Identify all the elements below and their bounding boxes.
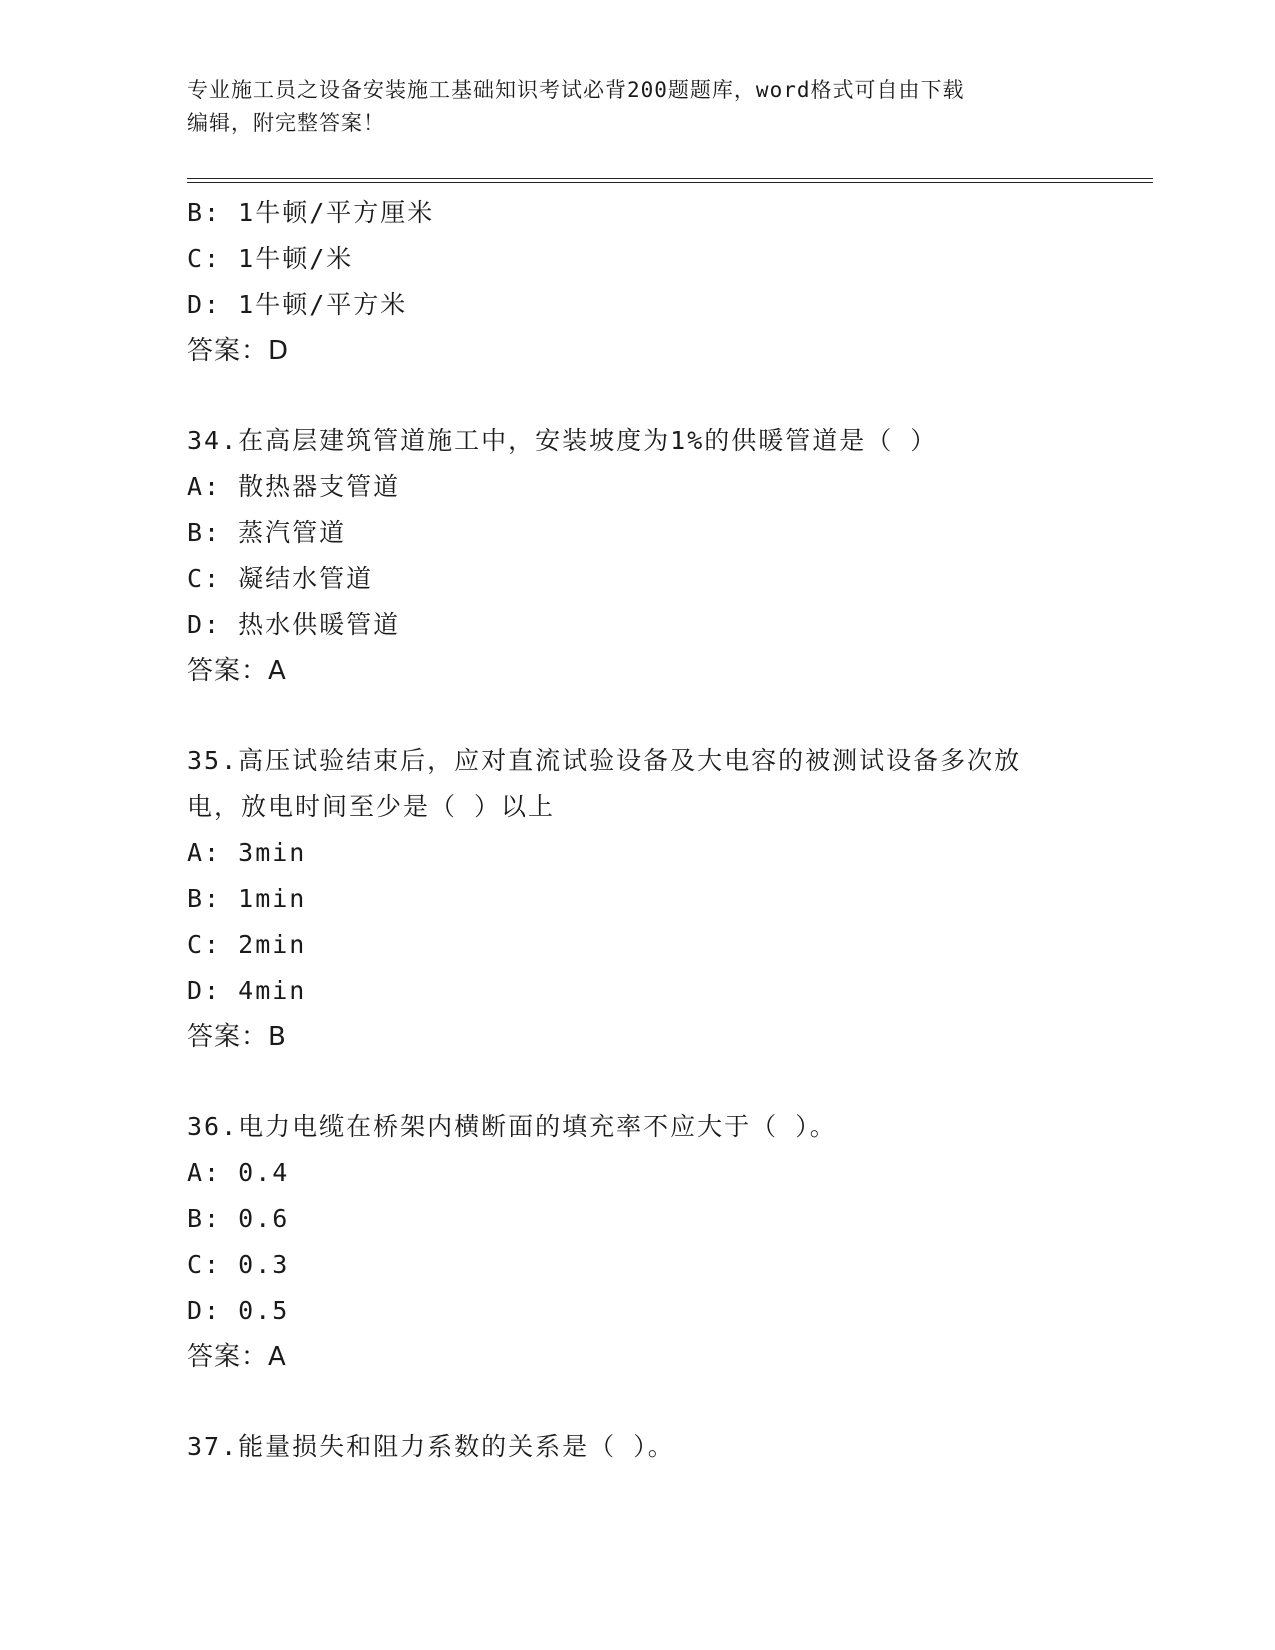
option-d: D: 4min [187, 976, 307, 1005]
question-34 [187, 418, 1147, 694]
question-36 [187, 1104, 1147, 1380]
header-divider-top [187, 178, 1153, 179]
option-c: C: 凝结水管道 [187, 564, 374, 593]
question-35 [187, 738, 1147, 1060]
header-title-line-1: 专业施工员之设备安装施工基础知识考试必背200题题库，word格式可自由下载 [187, 78, 965, 102]
question-33-continued [187, 190, 1147, 374]
option-d: D: 0.5 [187, 1296, 290, 1325]
header-divider-bottom [187, 182, 1153, 183]
option-b: B: 蒸汽管道 [187, 518, 347, 547]
question-list [187, 190, 1147, 1470]
option-a: A: 散热器支管道 [187, 472, 401, 501]
option-c: C: 0.3 [187, 1250, 290, 1279]
option-d: D: 1牛顿/平方米 [187, 290, 408, 319]
question-text: 36.电力电缆在桥架内横断面的填充率不应大于（ ）。 [187, 1112, 837, 1141]
question-text-line-2: 电，放电时间至少是（ ）以上 [187, 792, 556, 821]
question-text-line-1: 35.高压试验结束后，应对直流试验设备及大电容的被测试设备多次放 [187, 746, 1022, 775]
answer-label: 答案：A [187, 1342, 287, 1372]
option-c: C: 1牛顿/米 [187, 244, 354, 273]
answer-label: 答案：D [187, 336, 290, 366]
option-b: B: 0.6 [187, 1204, 290, 1233]
document-header [187, 74, 1087, 140]
header-title-line-2: 编辑，附完整答案！ [187, 111, 385, 135]
option-b: B: 1牛顿/平方厘米 [187, 198, 435, 227]
answer-label: 答案：A [187, 656, 287, 686]
option-a: A: 0.4 [187, 1158, 290, 1187]
option-b: B: 1min [187, 884, 307, 913]
answer-label: 答案：B [187, 1022, 287, 1052]
question-37 [187, 1424, 1147, 1470]
question-text: 37.能量损失和阻力系数的关系是（ ）。 [187, 1432, 675, 1461]
option-d: D: 热水供暖管道 [187, 610, 401, 639]
option-a: A: 3min [187, 838, 307, 867]
question-text: 34.在高层建筑管道施工中，安装坡度为1%的供暖管道是（ ） [187, 426, 938, 455]
option-c: C: 2min [187, 930, 307, 959]
